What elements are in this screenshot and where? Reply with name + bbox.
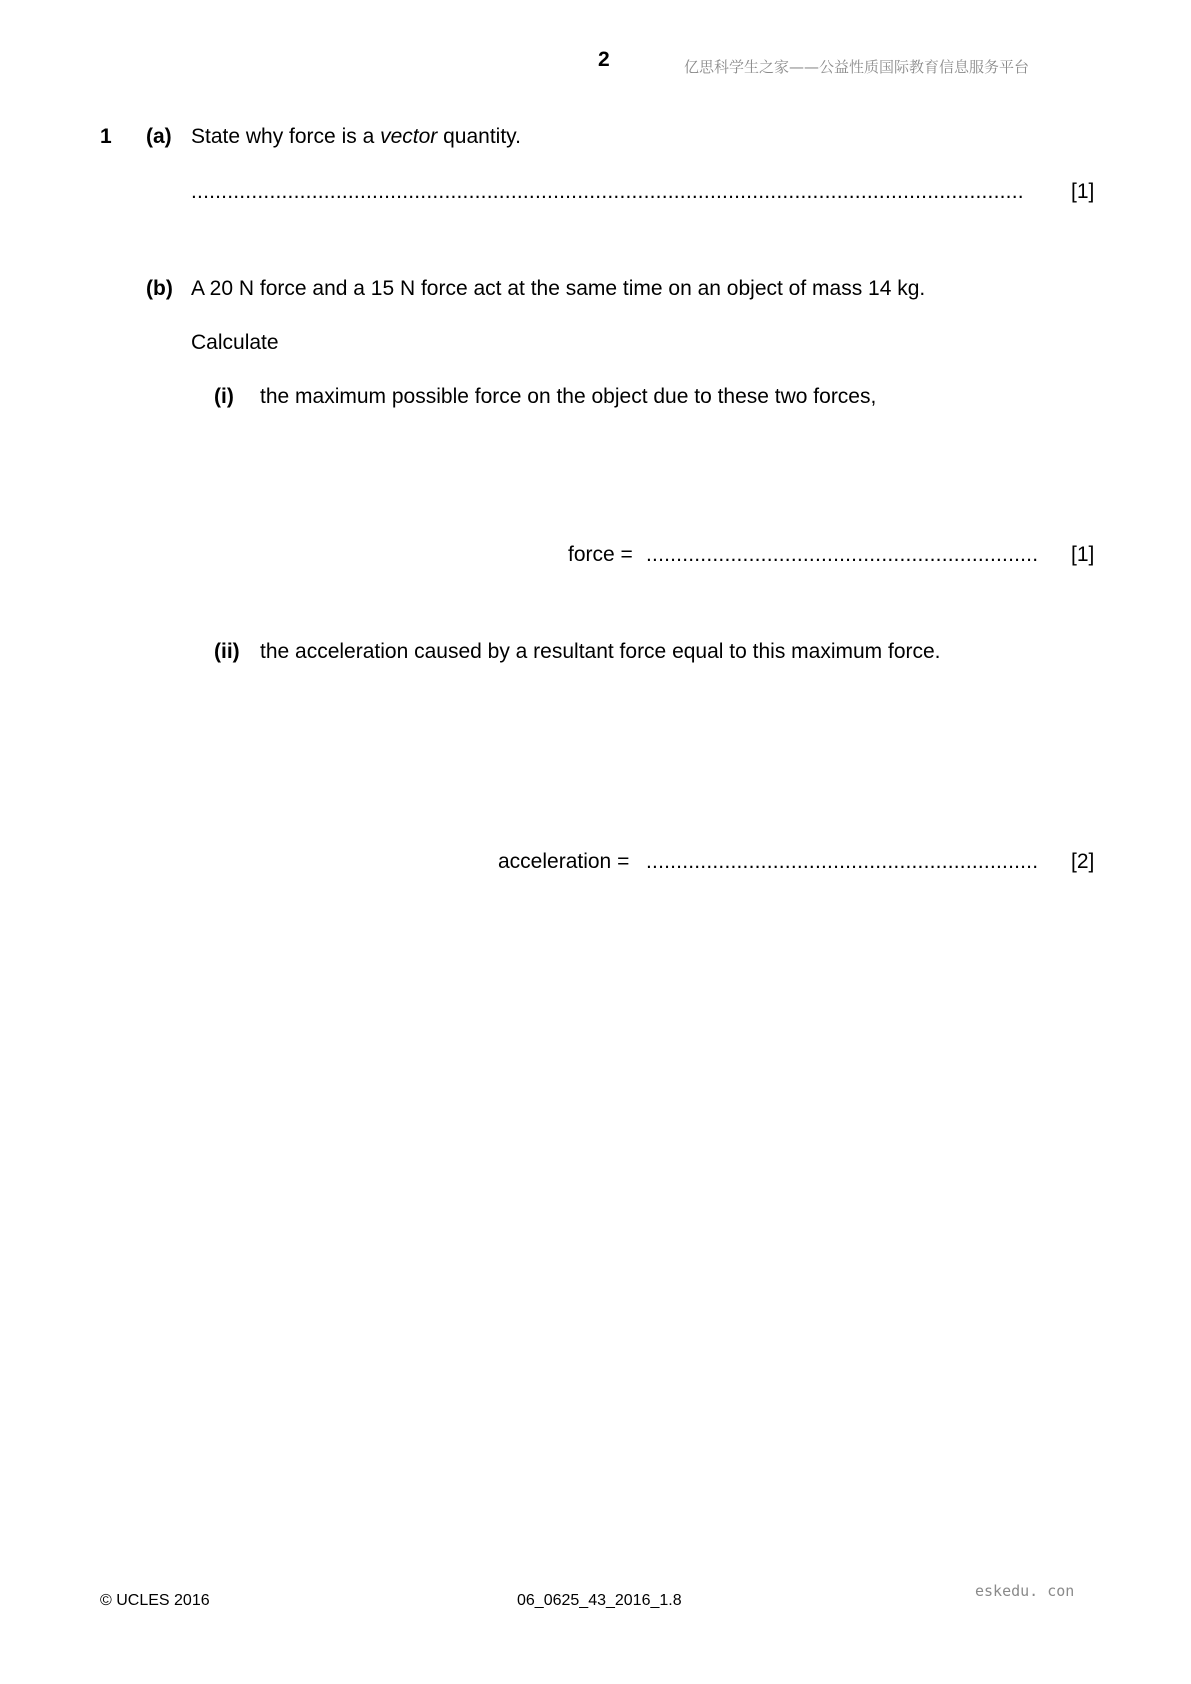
part-a-text-before: State why force is a (191, 125, 381, 148)
part-a-answer-line[interactable]: .......................................................................................................................................... (191, 180, 1024, 203)
page-number: 2 (598, 48, 610, 71)
footer-paper-code: 06_0625_43_2016_1.8 (517, 1592, 682, 1609)
part-b-ii-marks: [2] (1071, 850, 1095, 873)
part-b-ii-label: (ii) (214, 640, 240, 663)
question-number: 1 (100, 125, 112, 148)
footer-copyright: © UCLES 2016 (100, 1592, 210, 1609)
acceleration-answer-line[interactable]: ................................................................. (646, 850, 1039, 873)
part-b-i-marks: [1] (1071, 543, 1095, 566)
part-b-label: (b) (146, 277, 173, 300)
part-b-calculate: Calculate (191, 331, 279, 354)
part-b-i-text: the maximum possible force on the object due to these two forces, (260, 385, 877, 408)
watermark-text: 亿思科学生之家——公益性质国际教育信息服务平台 (684, 58, 1030, 76)
part-b-i-label: (i) (214, 385, 234, 408)
part-a-question (191, 125, 521, 149)
part-a-label: (a) (146, 125, 172, 148)
footer-site-watermark: eskedu. con (975, 1582, 1075, 1600)
part-b-text: A 20 N force and a 15 N force act at the same time on an object of mass 14 kg. (191, 277, 926, 300)
part-a-marks: [1] (1071, 180, 1095, 203)
force-answer-line[interactable]: ................................................................. (646, 543, 1039, 566)
part-a-text-after: quantity. (437, 125, 521, 148)
part-a-text-italic: vector (380, 125, 438, 148)
acceleration-answer-label: acceleration = (498, 850, 630, 873)
part-b-ii-text: the acceleration caused by a resultant force equal to this maximum force. (260, 640, 941, 663)
force-answer-label: force = (568, 543, 633, 566)
